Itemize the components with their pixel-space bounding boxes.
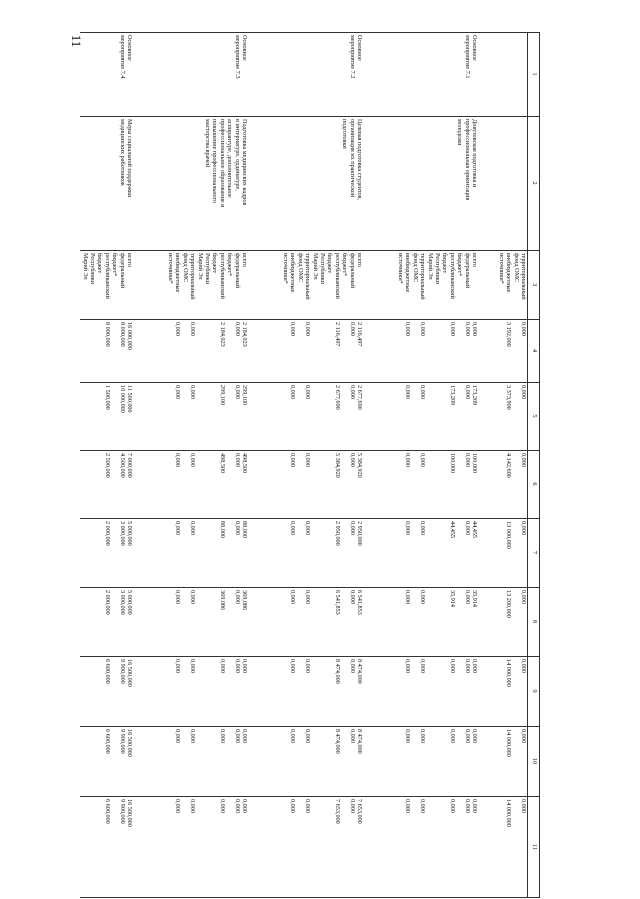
- continuation-value: 0,000 3 192,000: [505, 322, 527, 347]
- row-value: 16 000,000 8 000,000 8 000,000: [103, 322, 133, 350]
- row-activity-name: Целевая подготовка студентов, организация их практической подготовки: [341, 119, 363, 201]
- row-value: 8 474,000 0,000 8 474,000 0,000 0,000: [289, 729, 363, 754]
- table-column-line: [80, 726, 539, 727]
- continuation-value: 0,000 14 000,000: [505, 729, 527, 757]
- row-value: 88,000 0,000 88,000 0,000 0,000: [174, 521, 248, 539]
- row-value: 498,500 0,000 498,500 0,000 0,000: [174, 453, 248, 474]
- row-value: 0,000 0,000 0,000 0,000 0,000: [404, 322, 478, 336]
- row-funding-sources: всего федеральный бюджет* республиканский бюджет Республики Марий Эл территориальный фонд ОМС внебюджетные источники*: [281, 253, 363, 300]
- row-value: 0,000 0,000 0,000 0,000 0,000: [174, 659, 248, 673]
- table-column-line: [80, 32, 539, 33]
- continuation-value: 0,000 14 000,000: [505, 799, 527, 827]
- row-value: 0,000 0,000 0,000 0,000 0,000: [404, 799, 478, 813]
- column-header-1: 1: [531, 72, 538, 76]
- table-column-line: [80, 518, 539, 519]
- row-value: 173,209 0,000 173,209 0,000 0,000: [404, 385, 478, 406]
- page-number: 11: [69, 34, 84, 48]
- row-value: 5 384,920 0,000 5 384,920 0,000 0,000: [289, 453, 363, 478]
- row-value: 2 116,497 0,000 2 116,497 0,000 0,000: [289, 322, 363, 347]
- row-activity-name: Подготовка медицинских кадров в интернатуре, ординатуре, аспирантуре, дополнительное профессиональное образование и повышение профессионального мастерства врачей: [203, 119, 248, 208]
- table-column-line: [80, 897, 539, 898]
- row-value: 100,000 0,000 100,000 0,000 0,000: [404, 453, 478, 474]
- row-funding-sources: всего федеральный бюджет* республиканский бюджет Республики Марий Эл территориальный фонд ОМС внебюджетные источники*: [166, 253, 248, 300]
- table-column-line: [80, 382, 539, 383]
- table-column-line: [80, 250, 539, 251]
- table-column-line: [80, 587, 539, 588]
- row-value: 0,000 0,000 0,000 0,000 0,000: [174, 799, 248, 813]
- row-value: 35,914 0,000 35,914 0,000 0,000: [404, 590, 478, 608]
- row-value: 2 184,023 0,000 2 184,023 0,000 0,000: [174, 322, 248, 347]
- row-value: 2 950,000 0,000 2 950,000 0,000 0,000: [289, 521, 363, 546]
- continuation-value: 0,000 4 142,600: [505, 453, 527, 478]
- row-funding-sources: всего федеральный бюджет* республиканский бюджет Республики Марий Эл территориальный фонд ОМС внебюджетные источники*: [396, 253, 478, 300]
- row-value: 6 541,853 0,000 6 541,853 0,000 0,000: [289, 590, 363, 615]
- continuation-value: 0,000 14 000,000: [505, 659, 527, 687]
- funding-table: [81, 32, 540, 898]
- column-header-10: 10: [531, 757, 538, 765]
- row-value: 16 500,000 9 900,000 6 600,000: [103, 799, 133, 827]
- row-value: 0,000 0,000 0,000 0,000 0,000: [174, 729, 248, 743]
- table-column-line: [80, 319, 539, 320]
- row-value: 2 677,690 0,000 2 677,690 0,000 0,000: [289, 385, 363, 410]
- row-value: 16 500,000 9 900,000 6 600,000: [103, 659, 133, 687]
- table-column-line: [80, 796, 539, 797]
- continuation-value: 0,000 13 000,000: [505, 521, 527, 549]
- continuation-value: 0,000 13 200,000: [505, 590, 527, 618]
- row-value: 16 500,000 9 900,000 6 600,000: [103, 729, 133, 757]
- column-header-3: 3: [531, 282, 538, 287]
- row-value: 5 000,000 3 000,000 2 000,000: [103, 590, 133, 615]
- column-header-4: 4: [531, 348, 538, 353]
- continuation-sources: территориальный фонд ОМС внебюджетные источники*: [497, 253, 527, 300]
- table-column-line: [80, 116, 539, 117]
- row-value: 0,000 0,000 0,000 0,000 0,000: [404, 659, 478, 673]
- row-status: Основное мероприятие 7.3: [233, 35, 248, 79]
- table-column-line: [80, 450, 539, 451]
- column-header-8: 8: [531, 619, 538, 624]
- row-status: Основное мероприятие 7.1: [463, 35, 478, 79]
- row-value: 5 000,000 3 000,000 2 000,000: [103, 521, 133, 546]
- table-column-line: [80, 656, 539, 657]
- row-status: Основное мероприятие 7.2: [348, 35, 363, 79]
- row-funding-sources: всего федеральный бюджет* республиканский бюджет Республики Марий Эл: [81, 253, 133, 299]
- column-header-6: 6: [531, 482, 538, 486]
- row-value: 44,455 0,000 44,455 0,000 0,000: [404, 521, 478, 539]
- continuation-value: 0,000 3 373,900: [505, 385, 527, 410]
- column-header-11: 11: [531, 843, 538, 851]
- row-value: 299,100 0,000 299,100 0,000 0,000: [174, 385, 248, 406]
- row-activity-name: Довузовская подготовка и профессиональная ориентация молодежи: [456, 119, 478, 201]
- row-value: 11 500,000 10 000,000 1 500,000: [103, 385, 133, 413]
- table-header-divider: [527, 32, 528, 898]
- column-header-9: 9: [531, 689, 538, 693]
- column-header-5: 5: [531, 414, 538, 418]
- column-header-7: 7: [531, 550, 538, 555]
- row-status: Основное мероприятие 7.4: [118, 35, 133, 79]
- row-value: 8 474,000 0,000 8 474,000 0,000 0,000: [289, 659, 363, 684]
- row-activity-name: Меры социальной поддержки медицинских работников: [118, 119, 133, 198]
- row-value: 7 000,000 4 500,000 2 500,000: [103, 453, 133, 478]
- column-header-2: 2: [531, 181, 538, 185]
- row-value: 369,086 0,000 369,086 0,000 0,000: [174, 590, 248, 611]
- row-value: 7 653,000 0,000 7 653,000 0,000 0,000: [289, 799, 363, 824]
- row-value: 0,000 0,000 0,000 0,000 0,000: [404, 729, 478, 743]
